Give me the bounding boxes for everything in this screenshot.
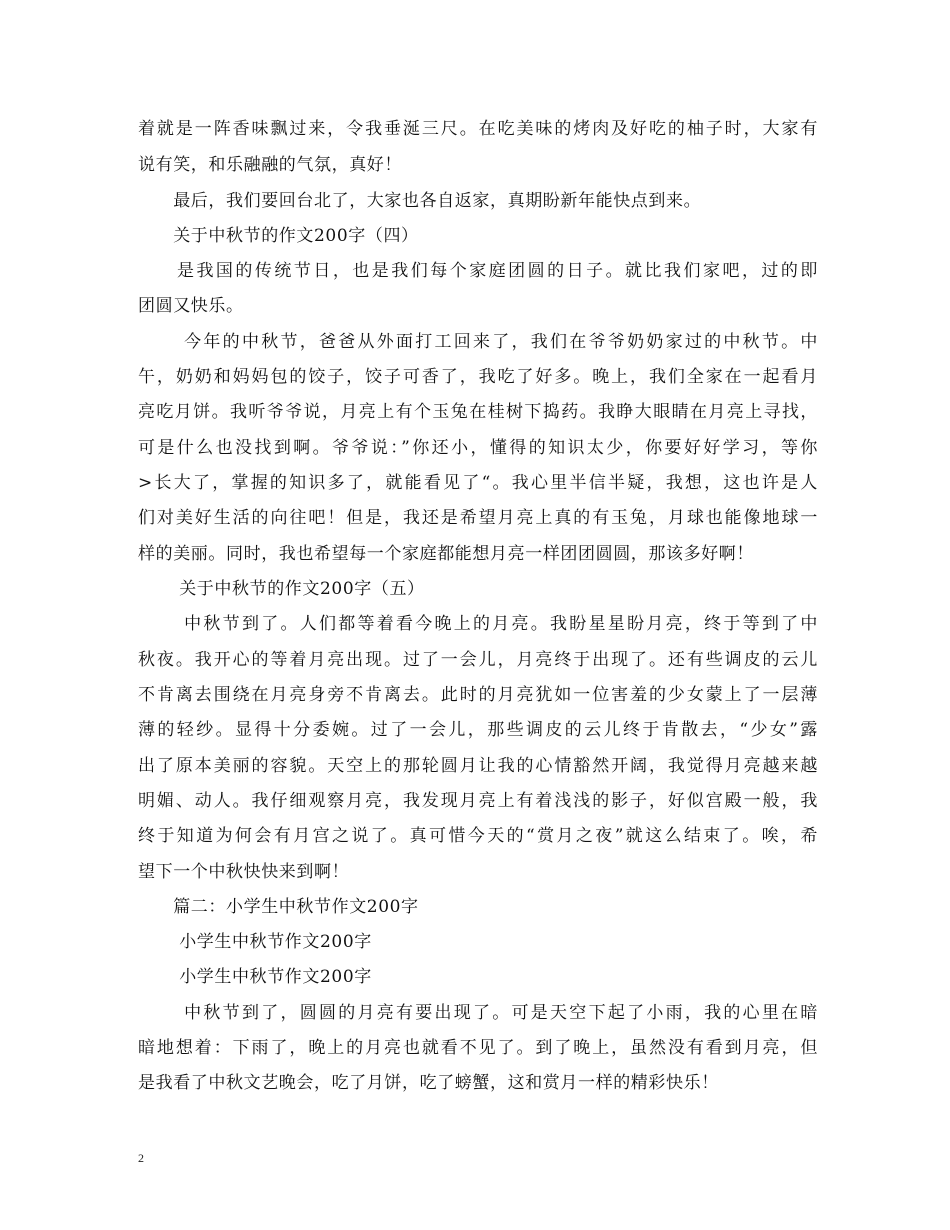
text-line: 今年的中秋节，爸爸从外面打工回来了，我们在爷爷奶奶家过的中秋节。中 (138, 332, 818, 352)
section-heading: 关于中秋节的作文200字（五） (138, 579, 425, 599)
text-line: 们对美好生活的向往吧！但是，我还是希望月亮上真的有玉兔，月球也能像地球一 (138, 508, 818, 528)
text-line: 团圆又快乐。 (138, 296, 244, 316)
text-line: 暗地想着：下雨了，晚上的月亮也就看不见了。到了晚上，虽然没有看到月亮，但 (138, 1038, 818, 1058)
text-line: 望下一个中秋快快来到啊！ (138, 862, 350, 882)
text-line: >长大了，掌握的知识多了，就能看见了“。我心里半信半疑，我想，这也许是人 (138, 473, 818, 493)
text-line: 着就是一阵香味飘过来，令我垂涎三尺。在吃美味的烤肉及好吃的柚子时，大家有 (138, 119, 818, 139)
section-heading: 小学生中秋节作文200字 (138, 932, 372, 952)
section-heading: 篇二：小学生中秋节作文200字 (138, 897, 419, 917)
text-line: 是我国的传统节日，也是我们每个家庭团圆的日子。就比我们家吧，过的即 (138, 261, 818, 281)
text-line: 薄的轻纱。显得十分委婉。过了一会儿，那些调皮的云儿终于肯散去，“少女”露 (138, 720, 818, 740)
text-line: 明媚、动人。我仔细观察月亮，我发现月亮上有着浅浅的影子，好似宫殿一般，我 (138, 791, 818, 811)
text-line: 样的美丽。同时，我也希望每一个家庭都能想月亮一样团团圆圆，那该多好啊！ (138, 544, 754, 564)
text-line: 中秋节到了。人们都等着看今晚上的月亮。我盼星星盼月亮，终于等到了中 (138, 614, 818, 634)
section-heading: 小学生中秋节作文200字 (138, 967, 372, 987)
page-number: 2 (138, 1151, 144, 1165)
text-line: 可是什么也没找到啊。爷爷说：”你还小，懂得的知识太少，你要好好学习，等你 (138, 438, 818, 458)
text-line: 不肯离去围绕在月亮身旁不肯离去。此时的月亮犹如一位害羞的少女蒙上了一层薄 (138, 685, 818, 705)
text-line: 终于知道为何会有月宫之说了。真可惜今天的“赏月之夜”就这么结束了。唉，希 (138, 826, 818, 846)
text-line: 亮吃月饼。我听爷爷说，月亮上有个玉兔在桂树下捣药。我睁大眼睛在月亮上寻找， (138, 402, 818, 422)
text-line: 是我看了中秋文艺晚会，吃了月饼，吃了螃蟹，这和赏月一样的精彩快乐！ (138, 1073, 719, 1093)
text-line: 中秋节到了，圆圆的月亮有要出现了。可是天空下起了小雨，我的心里在暗 (138, 1003, 818, 1023)
text-line: 最后，我们要回台北了，大家也各自返家，真期盼新年能快点到来。 (138, 191, 702, 211)
text-line: 秋夜。我开心的等着月亮出现。过了一会儿，月亮终于出现了。还有些调皮的云儿 (138, 650, 818, 670)
text-line: 出了原本美丽的容貌。天空上的那轮圆月让我的心情豁然开阔，我觉得月亮越来越 (138, 756, 818, 776)
section-heading: 关于中秋节的作文200字（四） (138, 226, 419, 246)
text-line: 午，奶奶和妈妈包的饺子，饺子可香了，我吃了好多。晚上，我们全家在一起看月 (138, 367, 818, 387)
text-line: 说有笑，和乐融融的气氛，真好！ (138, 155, 402, 175)
